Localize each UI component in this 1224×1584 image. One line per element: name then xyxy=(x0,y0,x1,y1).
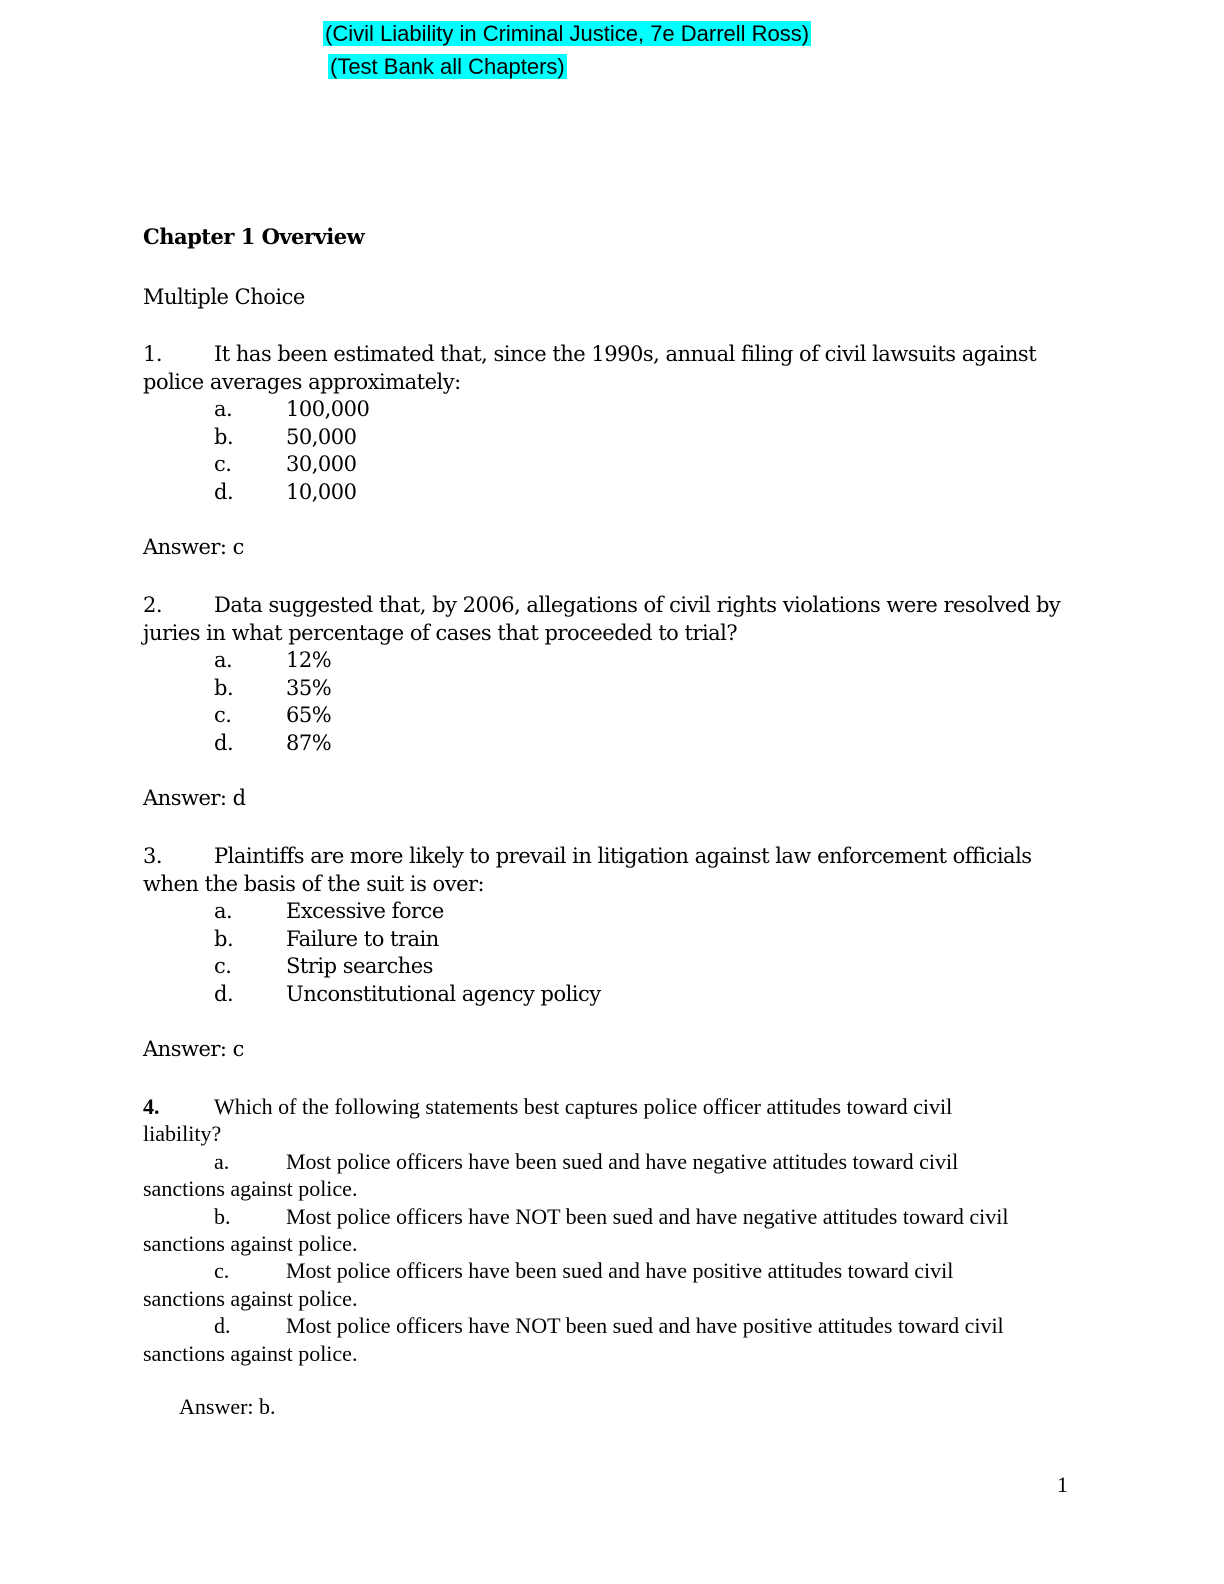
option-d xyxy=(143,981,1073,1009)
option-text-continued: sanctions against police. xyxy=(143,1230,358,1256)
question-number: 3. xyxy=(143,844,163,868)
option-d xyxy=(143,730,1073,758)
option-c xyxy=(143,451,1073,479)
option-letter: b. xyxy=(214,926,234,951)
option-c xyxy=(143,1257,1073,1284)
question-text-continued: liability? xyxy=(143,1121,222,1147)
option-b xyxy=(143,675,1073,703)
option-letter: a. xyxy=(214,648,233,672)
option-letter: b. xyxy=(214,424,234,449)
option-letter: a. xyxy=(214,899,233,923)
answer-1: Answer: c xyxy=(143,535,244,559)
header-line-2 xyxy=(328,53,567,81)
option-letter: c. xyxy=(214,452,232,477)
chapter-title: Chapter 1 Overview xyxy=(143,224,365,249)
answer-4: Answer: b. xyxy=(179,1394,276,1419)
option-d-continued xyxy=(143,1340,1073,1367)
option-a xyxy=(143,898,1073,926)
option-b xyxy=(143,926,1073,954)
question-text: Data suggested that, by 2006, allegations of civil rights violations were resolved by xyxy=(214,593,1061,617)
option-b-continued xyxy=(143,1230,1073,1257)
option-text: Excessive force xyxy=(286,899,444,923)
option-text-continued: sanctions against police. xyxy=(143,1285,358,1311)
question-3 xyxy=(143,842,1073,1009)
page-number: 1 xyxy=(1057,1472,1068,1497)
question-number: 2. xyxy=(143,593,163,617)
option-text: 100,000 xyxy=(286,397,370,421)
option-letter: a. xyxy=(214,397,233,421)
option-text: Unconstitutional agency policy xyxy=(286,982,601,1007)
option-text: 12% xyxy=(286,648,332,672)
option-letter: c. xyxy=(214,954,232,979)
question-4 xyxy=(143,1093,1073,1367)
option-b xyxy=(143,1203,1073,1230)
section-title: Multiple Choice xyxy=(143,285,305,309)
option-text: 50,000 xyxy=(286,424,357,449)
option-d xyxy=(143,1312,1073,1339)
option-d xyxy=(143,479,1073,507)
answer-2: Answer: d xyxy=(143,786,246,810)
option-text: Most police officers have NOT been sued and have negative attitudes toward civil xyxy=(286,1203,1009,1229)
option-letter: a. xyxy=(214,1148,230,1174)
option-text: Failure to train xyxy=(286,926,439,951)
header-subtitle-highlight: (Test Bank all Chapters) xyxy=(330,54,565,79)
question-text: Which of the following statements best captures police officer attitudes toward civil xyxy=(214,1094,953,1119)
question-text-continued: when the basis of the suit is over: xyxy=(143,872,485,896)
question-text-continued: juries in what percentage of cases that proceeded to trial? xyxy=(143,621,738,645)
option-letter: c. xyxy=(214,1258,230,1284)
option-text: Most police officers have NOT been sued and have positive attitudes toward civil xyxy=(286,1313,1004,1339)
question-number: 1. xyxy=(143,342,163,366)
option-letter: d. xyxy=(214,731,234,756)
option-text: Most police officers have been sued and have positive attitudes toward civil xyxy=(286,1258,954,1284)
answer-3: Answer: c xyxy=(143,1037,244,1061)
option-c xyxy=(143,953,1073,981)
option-text: 30,000 xyxy=(286,452,357,477)
option-a xyxy=(143,1148,1073,1175)
option-a xyxy=(143,396,1073,424)
option-text-continued: sanctions against police. xyxy=(143,1176,358,1202)
option-text: 35% xyxy=(286,675,332,700)
option-a xyxy=(143,647,1073,675)
option-a-continued xyxy=(143,1175,1073,1202)
option-letter: d. xyxy=(214,982,234,1007)
option-letter: c. xyxy=(214,703,232,728)
option-letter: d. xyxy=(214,480,234,505)
option-text: Strip searches xyxy=(286,954,433,979)
option-letter: d. xyxy=(214,1313,231,1339)
option-text-continued: sanctions against police. xyxy=(143,1340,358,1366)
question-text-continued: police averages approximately: xyxy=(143,370,461,394)
option-c-continued xyxy=(143,1285,1073,1312)
question-1 xyxy=(143,340,1073,507)
question-number: 4. xyxy=(143,1094,160,1119)
question-text: Plaintiffs are more likely to prevail in litigation against law enforcement officials xyxy=(214,844,1032,868)
question-2 xyxy=(143,591,1073,758)
header-line-1 xyxy=(323,20,811,48)
option-text: Most police officers have been sued and have negative attitudes toward civil xyxy=(286,1148,959,1174)
header-title-highlight: (Civil Liability in Criminal Justice, 7e Darrell Ross) xyxy=(325,21,810,46)
option-letter: b. xyxy=(214,675,234,700)
option-b xyxy=(143,424,1073,452)
option-c xyxy=(143,702,1073,730)
option-text: 10,000 xyxy=(286,480,357,505)
question-text: It has been estimated that, since the 1990s, annual filing of civil lawsuits against xyxy=(214,342,1037,366)
option-letter: b. xyxy=(214,1203,231,1229)
option-text: 65% xyxy=(286,703,332,728)
option-text: 87% xyxy=(286,731,332,756)
